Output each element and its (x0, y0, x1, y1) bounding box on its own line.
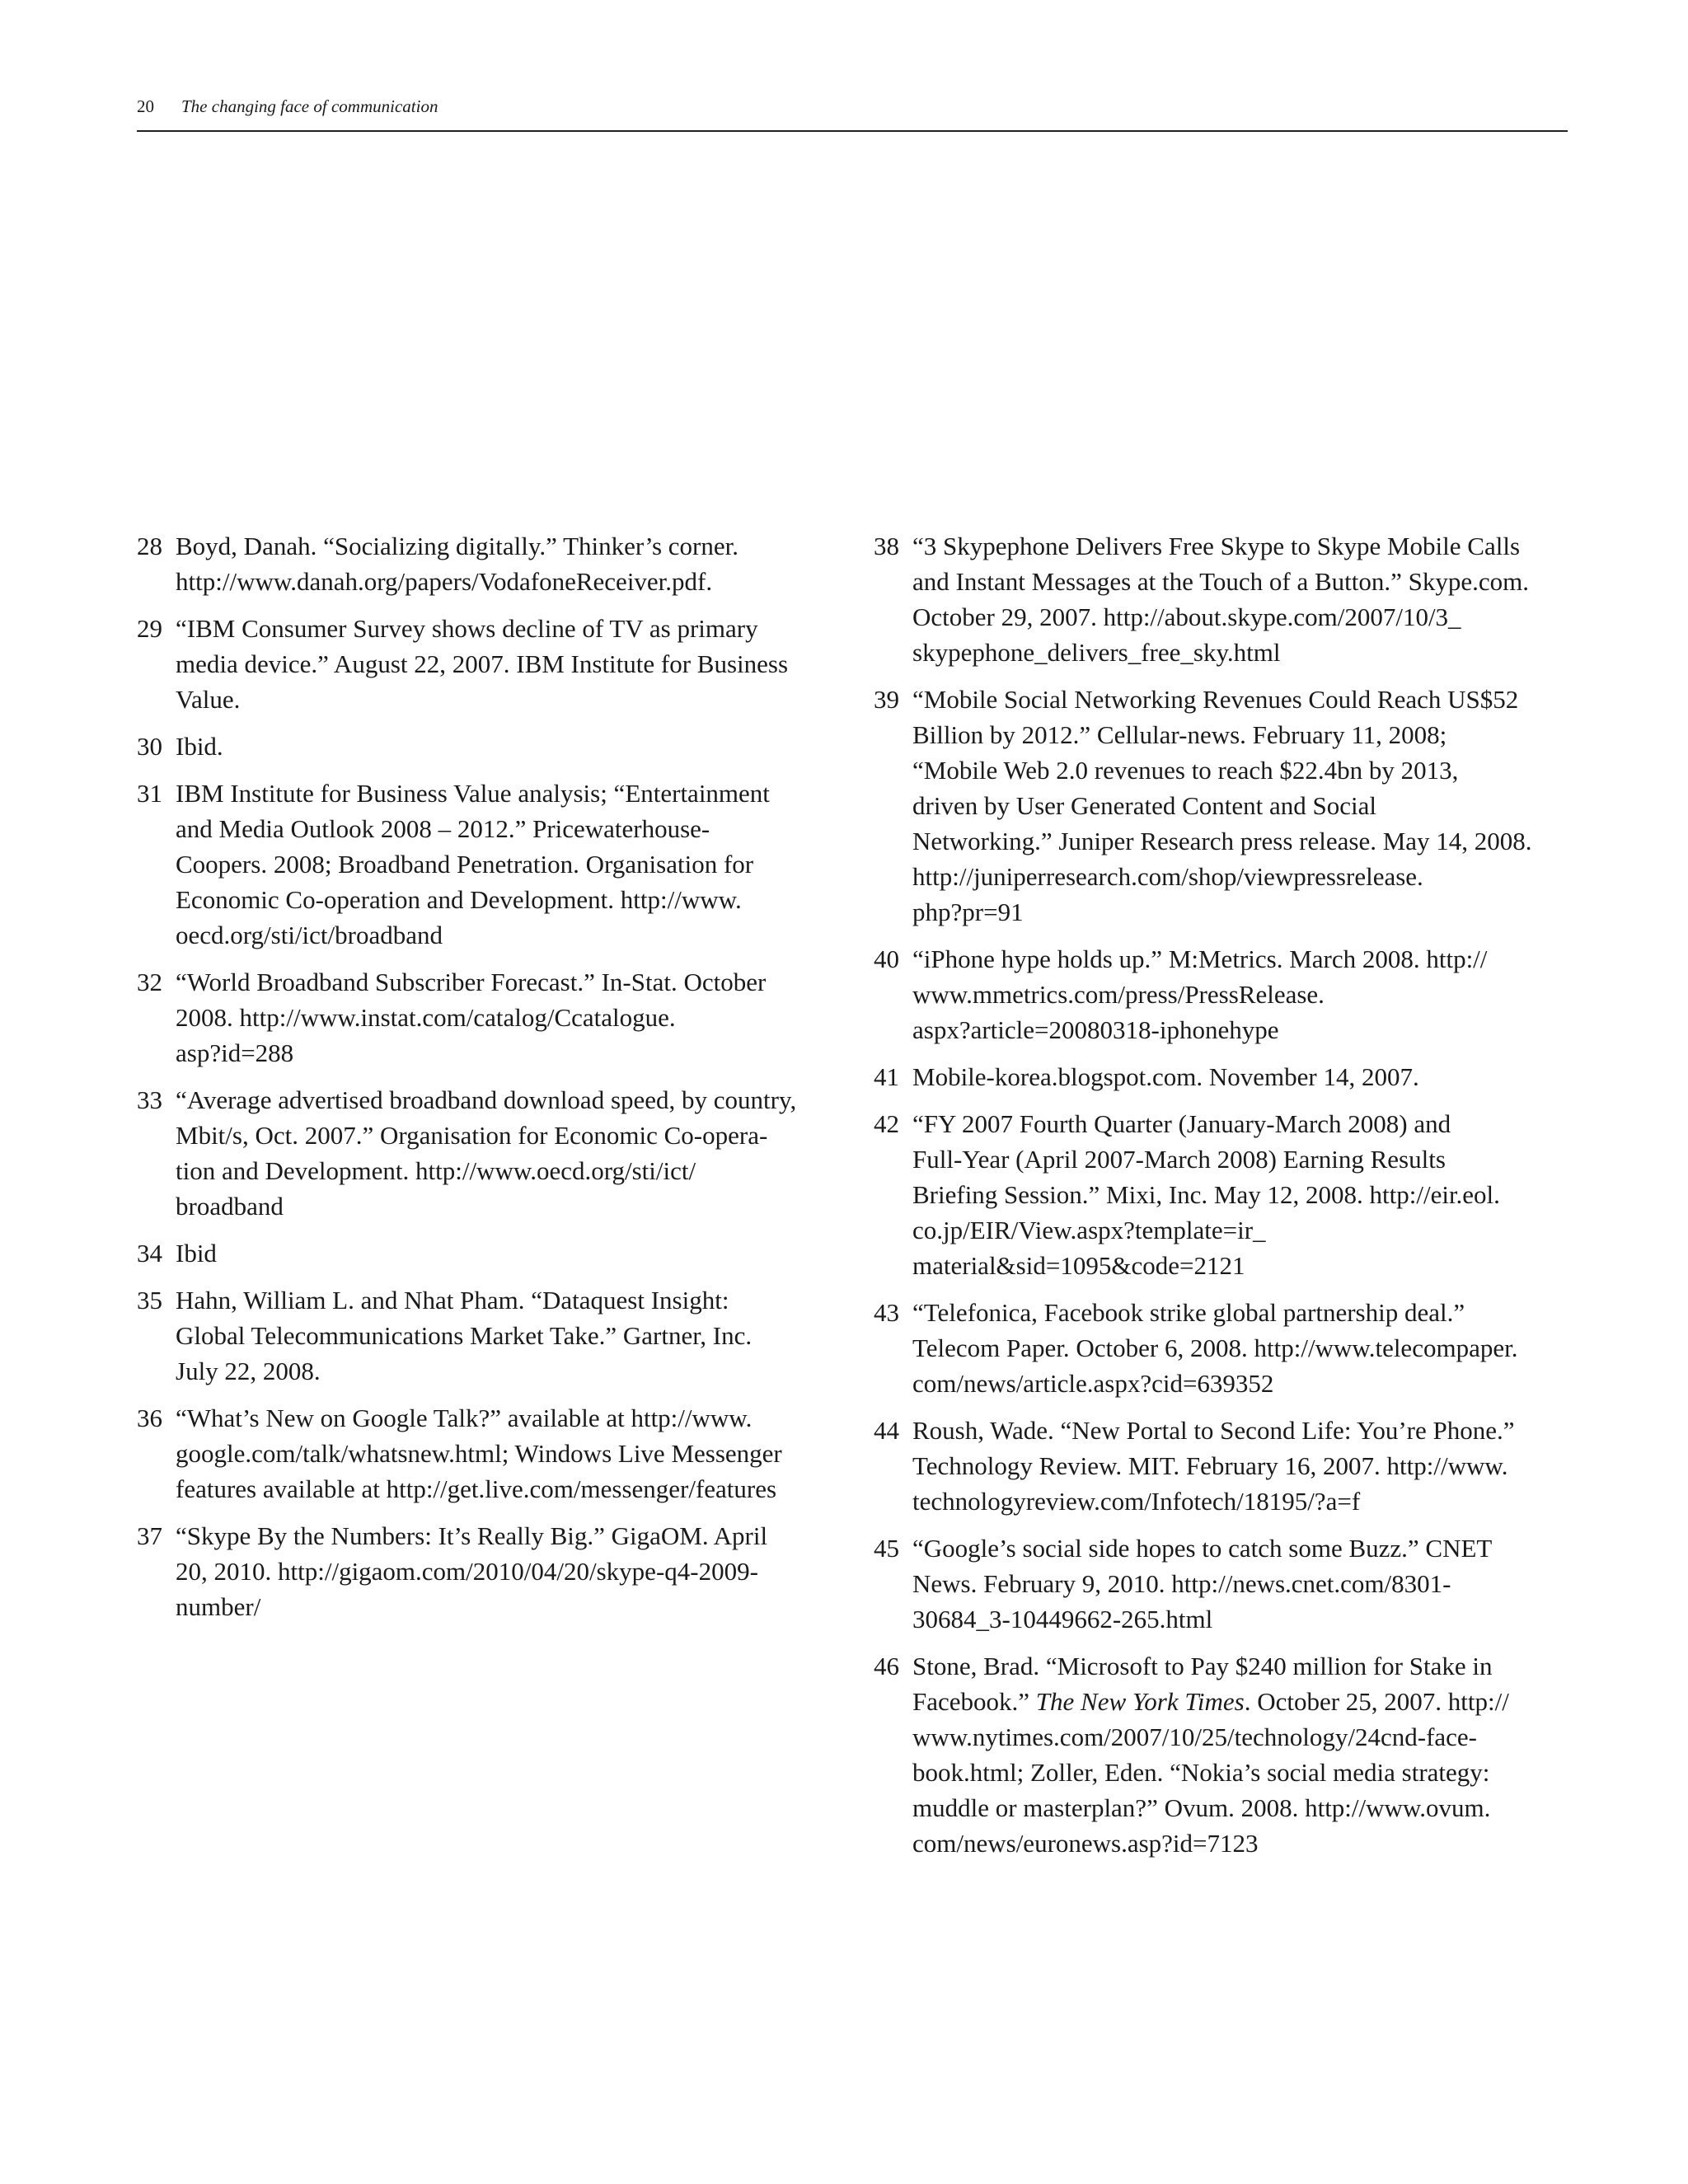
endnote-31 (137, 776, 831, 953)
endnote-text: Roush, Wade. “New Portal to Second Life: You’re Phone.” Technology Review. MIT. February 16, 2007. http://www. technologyreview.com/Infotech/18195/?a=f (912, 1416, 1515, 1516)
endnote-text: “iPhone hype holds up.” M:Metrics. March 2008. http:// www.mmetrics.com/press/PressRelease. aspx?article=20080318-iphonehype (912, 944, 1488, 1044)
endnote-number: 44 (874, 1416, 899, 1445)
endnote-number: 32 (137, 968, 162, 996)
notes-column-left (137, 528, 831, 1636)
endnote-number: 40 (874, 944, 899, 973)
endnote-number: 38 (874, 532, 899, 560)
endnote-text: “3 Skypephone Delivers Free Skype to Skype Mobile Calls and Instant Messages at the Touch of a Button.” Skype.com. October 29, 2007. http://about.skype.com/2007/10/3_ skypephone_delivers_free_sky.html (912, 532, 1529, 667)
endnote-text: Boyd, Danah. “Socializing digitally.” Thinker’s corner. http://www.danah.org/papers/VodafoneReceiver.pdf. (176, 532, 738, 596)
endnote-number: 39 (874, 685, 899, 714)
endnote-29 (137, 611, 831, 717)
endnote-number: 46 (874, 1652, 899, 1680)
endnote-46 (874, 1648, 1573, 1861)
endnote-text: “Average advertised broadband download speed, by country, Mbit/s, Oct. 2007.” Organisation for Economic Co-opera- tion and Development. http://www.oecd.org/sti/ict/ broadband (176, 1085, 797, 1221)
endnote-text: Hahn, William L. and Nhat Pham. “Dataquest Insight: Global Telecommunications Market Take.” Gartner, Inc. July 22, 2008. (176, 1286, 753, 1385)
endnote-number: 34 (137, 1239, 162, 1268)
endnote-text-part: Stone, Brad. “Microsoft to Pay $240 million for Stake in Facebook.” (912, 1652, 1493, 1716)
endnote-text: Ibid. (176, 732, 223, 761)
endnote-39 (874, 682, 1573, 930)
endnote-text: “IBM Consumer Survey shows decline of TV as primary media device.” August 22, 2007. IBM Institute for Business Value. (176, 614, 789, 714)
notes-column-right (874, 528, 1573, 1872)
endnote-35 (137, 1282, 831, 1389)
endnote-number: 43 (874, 1298, 899, 1327)
page-number: 20 (137, 96, 154, 116)
endnote-32 (137, 964, 831, 1071)
endnote-text: “Mobile Social Networking Revenues Could Reach US$52 Billion by 2012.” Cellular-news. February 11, 2008; “Mobile Web 2.0 revenues to reach $22.4bn by 2013, driven by User Generated Content and Social Networking.” Juniper Research press release. May 14, 2008. http://juniperresearch.com/shop/viewpressrelease. php?pr=91 (912, 685, 1532, 926)
endnote-text: “What’s New on Google Talk?” available at http://www. google.com/talk/whatsnew.html; Windows Live Messenger features available at http://get.live.com/messenger/features (176, 1404, 782, 1503)
endnote-text (912, 1648, 1573, 1861)
endnote-44 (874, 1413, 1573, 1519)
endnote-number: 41 (874, 1062, 899, 1091)
endnote-text: “FY 2007 Fourth Quarter (January-March 2008) and Full-Year (April 2007-March 2008) Earning Results Briefing Session.” Mixi, Inc. May 12, 2008. http://eir.eol. co.jp/EIR/View.aspx?template=ir_ material&sid=1095&code=2121 (912, 1109, 1500, 1280)
endnote-37 (137, 1518, 831, 1624)
endnote-38 (874, 528, 1573, 670)
endnote-30 (137, 729, 831, 764)
endnote-43 (874, 1295, 1573, 1401)
endnote-text: “Telefonica, Facebook strike global partnership deal.” Telecom Paper. October 6, 2008. http://www.telecompaper. com/news/article.aspx?cid=639352 (912, 1298, 1518, 1398)
endnote-number: 37 (137, 1521, 162, 1550)
endnote-45 (874, 1530, 1573, 1637)
endnote-number: 33 (137, 1085, 162, 1114)
endnote-text: IBM Institute for Business Value analysis; “Entertainment and Media Outlook 2008 – 2012.” Pricewaterhouse- Coopers. 2008; Broadband Penetration. Organisation for Economic Co-operation and Development. http://www. oecd.org/sti/ict/broadband (176, 779, 770, 949)
publication-title: The New York Times (1035, 1687, 1245, 1716)
endnote-text: “World Broadband Subscriber Forecast.” In-Stat. October 2008. http://www.instat.com/catalog/Ccatalogue. asp?id=288 (176, 968, 767, 1067)
endnote-41 (874, 1059, 1573, 1094)
endnote-number: 30 (137, 732, 162, 761)
running-title: The changing face of communication (181, 96, 438, 116)
endnote-text-part: . October 25, 2007. http:// www.nytimes.com/2007/10/25/technology/24cnd-face- book.html; Zoller, Eden. “Nokia’s social media strategy: muddle or masterplan?” Ovum. 2008. http://www.ovum. com/news/euronews.asp?id=7123 (912, 1687, 1509, 1858)
endnote-number: 29 (137, 614, 162, 643)
endnote-number: 42 (874, 1109, 899, 1138)
endnote-42 (874, 1106, 1573, 1283)
endnote-34 (137, 1235, 831, 1271)
endnote-text: Mobile-korea.blogspot.com. November 14, 2007. (912, 1062, 1419, 1091)
endnote-number: 35 (137, 1286, 162, 1315)
endnote-number: 31 (137, 779, 162, 808)
endnote-text: “Skype By the Numbers: It’s Really Big.” GigaOM. April 20, 2010. http://gigaom.com/2010/04/20/skype-q4-2009- number/ (176, 1521, 768, 1621)
endnote-number: 45 (874, 1534, 899, 1563)
endnote-number: 36 (137, 1404, 162, 1432)
page-header (137, 92, 1568, 132)
endnote-28 (137, 528, 831, 599)
endnote-36 (137, 1400, 831, 1507)
endnote-number: 28 (137, 532, 162, 560)
endnote-text: Ibid (176, 1239, 217, 1268)
endnote-text: “Google’s social side hopes to catch some Buzz.” CNET News. February 9, 2010. http://news.cnet.com/8301- 30684_3-10449662-265.html (912, 1534, 1493, 1633)
endnote-33 (137, 1082, 831, 1224)
endnote-40 (874, 941, 1573, 1047)
